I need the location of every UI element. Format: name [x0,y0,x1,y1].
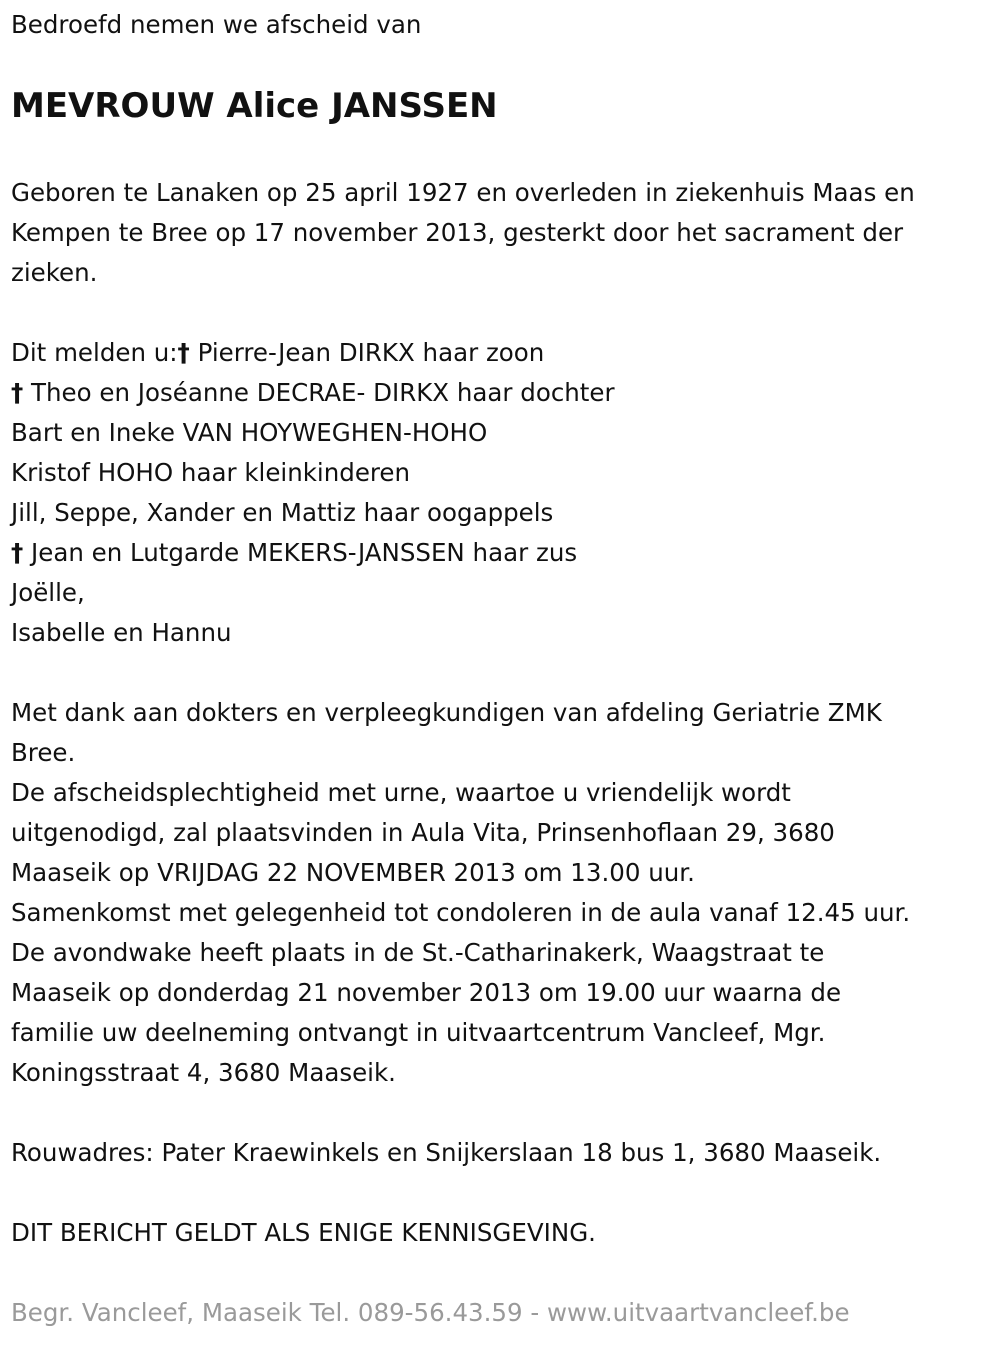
notice-text: DIT BERICHT GELDT ALS ENIGE KENNISGEVING. [11,1218,596,1247]
ceremony-line: Met dank aan dokters en verpleegkundigen van afdeling Geriatrie ZMK [11,698,882,727]
family-member: Pierre-Jean DIRKX haar zoon [189,338,545,367]
family-member: Theo en Joséanne DECRAE- DIRKX haar dochter [23,378,615,407]
family-member: Jean en Lutgarde MEKERS-JANSSEN haar zus [23,538,578,567]
family-line: Joëlle, [11,578,85,607]
ceremony-line: Koningsstraat 4, 3680 Maaseik. [11,1058,396,1087]
birth-death-paragraph [11,173,915,293]
family-intro-label: Dit melden u: [11,338,178,367]
birth-line: Geboren te Lanaken op 25 april 1927 en overleden in ziekenhuis Maas en [11,178,915,207]
family-line: Jill, Seppe, Xander en Mattiz haar oogappels [11,498,554,527]
ceremony-line: Samenkomst met gelegenheid tot condoleren in de aula vanaf 12.45 uur. [11,898,911,927]
cross-icon: † [177,338,190,367]
cross-icon: † [11,538,24,567]
family-line: Isabelle en Hannu [11,618,232,647]
ceremony-line: Bree. [11,738,76,767]
family-list [11,333,615,653]
ceremony-paragraph [11,693,910,1093]
family-line [11,373,615,413]
family-line [11,333,615,373]
ceremony-line: uitgenodigd, zal plaatsvinden in Aula Vita, Prinsenhoflaan 29, 3680 [11,818,835,847]
ceremony-line: Maaseik op donderdag 21 november 2013 om 19.00 uur waarna de [11,978,842,1007]
ceremony-line: familie uw deelneming ontvangt in uitvaartcentrum Vancleef, Mgr. [11,1018,826,1047]
ceremony-line: De avondwake heeft plaats in de St.-Catharinakerk, Waagstraat te [11,938,825,967]
cross-icon: † [11,378,24,407]
family-line: Bart en Ineke VAN HOYWEGHEN-HOHO [11,418,488,447]
birth-line: Kempen te Bree op 17 november 2013, gesterkt door het sacrament der [11,218,904,247]
family-line [11,533,615,573]
intro-text: Bedroefd nemen we afscheid van [11,10,422,39]
birth-line: zieken. [11,258,98,287]
mourning-address: Rouwadres: Pater Kraewinkels en Snijkerslaan 18 bus 1, 3680 Maaseik. [11,1138,882,1167]
deceased-name: MEVROUW Alice JANSSEN [11,86,498,126]
family-line: Kristof HOHO haar kleinkinderen [11,458,411,487]
funeral-home-footer: Begr. Vancleef, Maaseik Tel. 089-56.43.59 - www.uitvaartvancleef.be [11,1298,850,1327]
ceremony-line: De afscheidsplechtigheid met urne, waartoe u vriendelijk wordt [11,778,791,807]
ceremony-line: Maaseik op VRIJDAG 22 NOVEMBER 2013 om 13.00 uur. [11,858,695,887]
